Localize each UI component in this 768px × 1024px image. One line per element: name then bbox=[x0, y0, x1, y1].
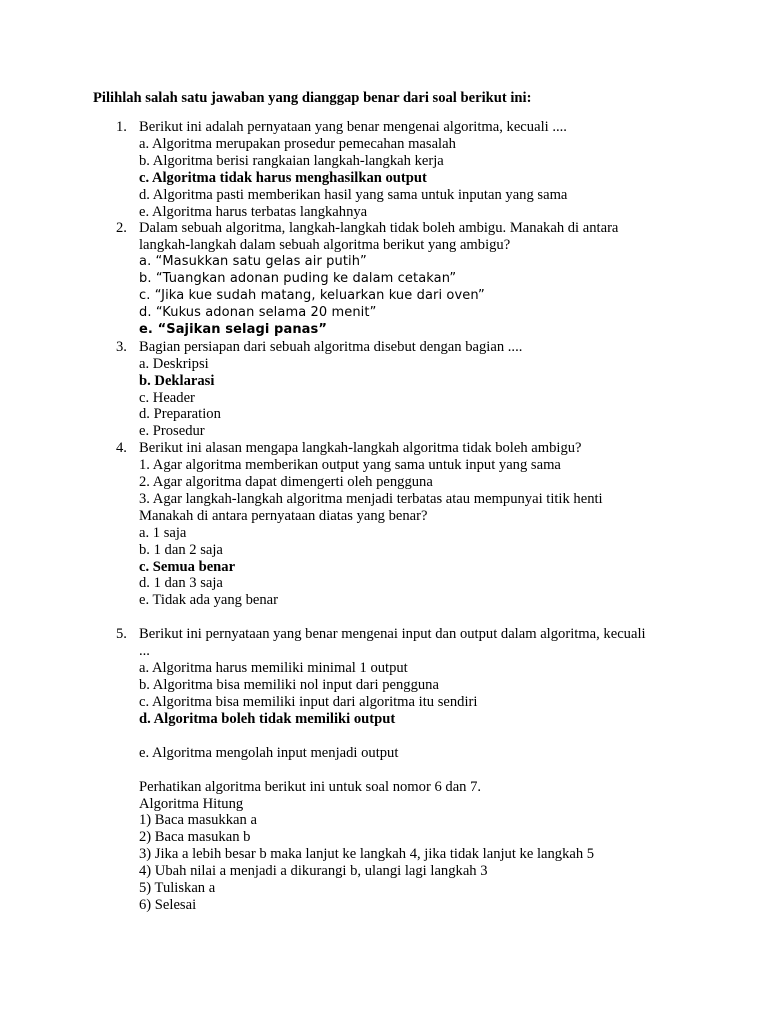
instructions-heading: Pilihlah salah satu jawaban yang dianggap benar dari soal berikut ini: bbox=[93, 90, 532, 106]
question-number: 1. bbox=[116, 119, 127, 135]
algorithm-intro: Perhatikan algoritma berikut ini untuk soal nomor 6 dan 7. bbox=[139, 778, 482, 795]
statement-2: 2. Agar algoritma dapat dimengerti oleh pengguna bbox=[139, 474, 433, 491]
option-a: a. 1 saja bbox=[139, 524, 187, 541]
question-number: 5. bbox=[116, 626, 127, 643]
option-e: e. Tidak ada yang benar bbox=[139, 592, 279, 609]
spacer bbox=[0, 609, 768, 626]
algorithm-step-4: 4) Ubah nilai a menjadi a dikurangi b, ulangi lagi langkah 3 bbox=[139, 863, 488, 880]
option-b: b. Algoritma berisi rangkaian langkah-langkah kerja bbox=[139, 152, 444, 169]
algorithm-step-5: 5) Tuliskan a bbox=[139, 880, 216, 897]
option-a: a. Algoritma merupakan prosedur pemecahan masalah bbox=[139, 135, 456, 152]
option-d: d. “Kukus adonan selama 20 menit” bbox=[139, 304, 377, 320]
option-b: b. “Tuangkan adonan puding ke dalam cetakan” bbox=[139, 271, 457, 287]
option-d: d. Algoritma pasti memberikan hasil yang sama untuk inputan yang sama bbox=[139, 186, 568, 203]
statement-3: 3. Agar langkah-langkah algoritma menjadi terbatas atau mempunyai titik henti bbox=[139, 490, 603, 507]
option-b-answer: b. Deklarasi bbox=[139, 372, 215, 389]
spacer bbox=[0, 728, 768, 745]
question-number: 4. bbox=[116, 440, 127, 457]
question-text: Dalam sebuah algoritma, langkah-langkah tidak boleh ambigu. Manakah di antara langkah-langkah dalam sebuah algoritma berikut yang ambigu? bbox=[139, 220, 619, 254]
question-number: 2. bbox=[116, 220, 127, 237]
statement-1: 1. Agar algoritma memberikan output yang sama untuk input yang sama bbox=[139, 457, 561, 474]
question-5 bbox=[0, 626, 768, 761]
question-text: Bagian persiapan dari sebuah algoritma disebut dengan bagian .... bbox=[139, 338, 523, 355]
option-c-answer: c. Semua benar bbox=[139, 558, 236, 575]
option-b: b. 1 dan 2 saja bbox=[139, 541, 223, 558]
option-d-answer: d. Algoritma boleh tidak memiliki output bbox=[139, 710, 396, 727]
algorithm-title: Algoritma Hitung bbox=[139, 795, 244, 812]
question-list bbox=[0, 119, 768, 914]
question-prompt: Manakah di antara pernyataan diatas yang benar? bbox=[139, 507, 428, 524]
question-number: 3. bbox=[116, 338, 127, 355]
question-3 bbox=[0, 339, 768, 440]
question-1 bbox=[0, 119, 768, 220]
algorithm-step-3: 3) Jika a lebih besar b maka lanjut ke langkah 4, jika tidak lanjut ke langkah 5 bbox=[139, 846, 595, 863]
option-a: a. “Masukkan satu gelas air putih” bbox=[139, 254, 367, 270]
option-c: c. Header bbox=[139, 389, 195, 406]
option-b: b. Algoritma bisa memiliki nol input dari pengguna bbox=[139, 677, 439, 693]
question-2 bbox=[0, 220, 768, 338]
question-text: Berikut ini pernyataan yang benar mengenai input dan output dalam algoritma, kecuali ... bbox=[139, 626, 646, 660]
algorithm-step-2: 2) Baca masukan b bbox=[139, 829, 251, 846]
option-c: c. Algoritma bisa memiliki input dari algoritma itu sendiri bbox=[139, 693, 478, 710]
algorithm-step-6: 6) Selesai bbox=[139, 896, 197, 913]
option-e: e. Algoritma mengolah input menjadi output bbox=[139, 744, 399, 761]
algorithm-block bbox=[0, 779, 768, 914]
option-a: a. Algoritma harus memiliki minimal 1 output bbox=[139, 660, 408, 677]
option-c: c. “Jika kue sudah matang, keluarkan kue dari oven” bbox=[139, 288, 485, 304]
question-text: Berikut ini alasan mengapa langkah-langkah algoritma tidak boleh ambigu? bbox=[139, 440, 582, 457]
algorithm-step-1: 1) Baca masukkan a bbox=[139, 812, 257, 829]
option-e-answer: e. “Sajikan selagi panas” bbox=[139, 321, 328, 337]
option-d: d. 1 dan 3 saja bbox=[139, 575, 223, 592]
option-e: e. Prosedur bbox=[139, 423, 205, 440]
question-4 bbox=[0, 440, 768, 609]
option-d: d. Preparation bbox=[139, 406, 221, 423]
option-c-answer: c. Algoritma tidak harus menghasilkan output bbox=[139, 169, 427, 186]
question-text: Berikut ini adalah pernyataan yang benar mengenai algoritma, kecuali .... bbox=[139, 119, 567, 135]
spacer bbox=[0, 762, 768, 779]
option-e: e. Algoritma harus terbatas langkahnya bbox=[139, 203, 368, 220]
option-a: a. Deskripsi bbox=[139, 355, 209, 372]
